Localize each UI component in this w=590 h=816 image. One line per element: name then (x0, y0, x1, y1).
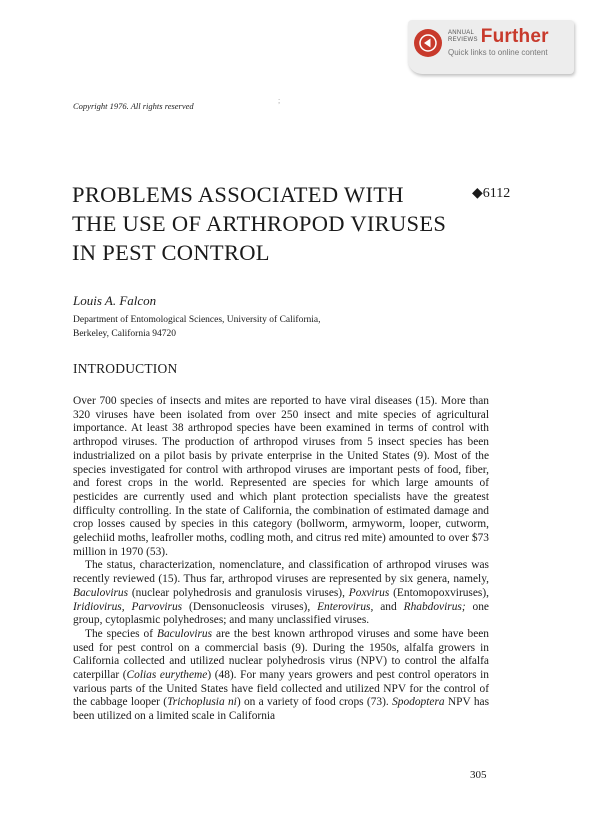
author-name: Louis A. Falcon (73, 293, 157, 308)
text-run: (nuclear polyhedrosis and granulosis viruses), (128, 586, 349, 599)
body-paragraph (73, 395, 489, 559)
article-title (72, 180, 472, 267)
badge-word: Further (480, 26, 549, 47)
badge-subtitle: Quick links to online content (448, 48, 548, 57)
section-heading: INTRODUCTION (73, 361, 178, 376)
text-run: (Entomopoxviruses), (389, 586, 489, 599)
text-run: ) (48). For many years growers and pest control operators in various parts of the United States have field collected and utilized NPV for the control of the cabbage looper ( (73, 669, 489, 709)
play-back-icon (414, 29, 442, 57)
text-run: The status, characterization, nomenclature, and classification of arthropod viruses was recently reviewed (15). Thus far, arthropod viruses are represented by six genera, namely, (73, 559, 489, 586)
title-line: PROBLEMS ASSOCIATED WITH (72, 182, 404, 207)
affiliation-line: Department of Entomological Sciences, University of California, (73, 315, 321, 325)
italic-term: Baculovirus (157, 627, 213, 640)
page-number: 305 (470, 769, 487, 781)
affiliation-line: Berkeley, California 94720 (73, 329, 177, 339)
copyright-notice: Copyright 1976. All rights reserved (73, 101, 194, 111)
further-badge[interactable] (408, 20, 574, 74)
text-run: and (373, 600, 404, 613)
text-run: (Densonucleosis viruses), (182, 600, 318, 613)
reference-number: ◆6112 (472, 186, 511, 201)
author-affiliation (73, 313, 320, 341)
italic-term: Enterovirus, (317, 600, 374, 613)
italic-term: Colias eurytheme (126, 669, 208, 682)
badge-publisher-line1: ANNUAL (448, 30, 475, 36)
italic-term: Trichoplusia ni (167, 696, 237, 709)
text-run: NPV has been utilized on a limited scale in California (73, 696, 489, 723)
body-paragraph (73, 628, 489, 724)
italic-term: Poxvirus (348, 586, 390, 599)
italic-term: Baculovirus (73, 586, 129, 599)
body-text (73, 395, 489, 724)
title-line: THE USE OF ARTHROPOD VIRUSES (72, 211, 447, 236)
badge-publisher-line2: REVIEWS (448, 37, 478, 43)
text-run: Over 700 species of insects and mites are reported to have viral diseases (15). More than 320 viruses have been isolated from over 250 insect and mite species of agricultural importance. At least 38 arthropod species have been examined in terms of control with arthropod viruses. The production of arthropod viruses from 5 insect species has been industrialized on a pilot basis by private enterprise in the United States (9). Most of the species investigated for control with arthropod viruses are important pests of food, fiber, and forest crops in the world. Represented are species for which large amounts of pesticides are currently used and which plant protection specialists have the greatest difficulty controlling. In the state of California, the combination of estimated damage and crop losses caused by species in this category (bollworm, armyworm, looper, cutworm, gelechiid moths, leafroller moths, codling moth, and citrus red mite) amounted to over $73 million in 1970 (53). (73, 395, 489, 558)
body-paragraph (73, 559, 489, 628)
italic-term: Iridiovirus, Parvovirus (73, 600, 183, 613)
badge-publisher (448, 30, 478, 44)
text-run: are the best known arthropod viruses and some have been used for pest control on a commercial basis (9). During the 1950s, alfalfa growers in California collected and utilized nuclear polyhedrosis virus (NPV) to control the alfalfa caterpillar ( (73, 627, 490, 682)
text-run: The species of (85, 627, 158, 640)
text-run: ) on a variety of food crops (73). (236, 696, 393, 709)
italic-term: Rhabdovirus; (403, 600, 466, 613)
italic-term: Spodoptera (392, 696, 445, 709)
badge-text (448, 26, 549, 57)
title-line: IN PEST CONTROL (72, 240, 270, 265)
text-run: one group, cytoplasmic polyhedroses; and many unclassified viruses. (73, 600, 489, 627)
scan-speck: ; (278, 96, 281, 105)
